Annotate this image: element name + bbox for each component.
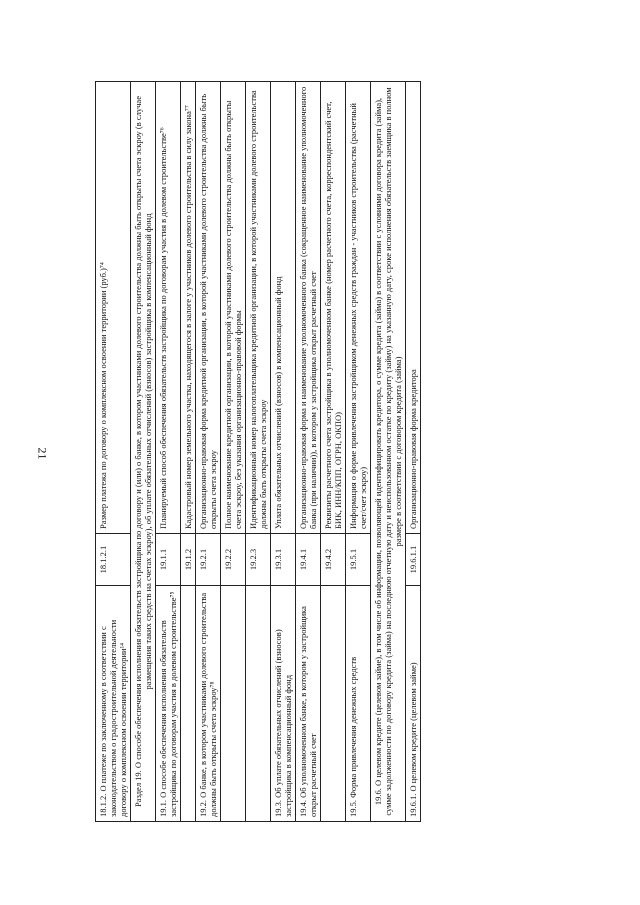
row-label: 19.3. Об уплате обязательных отчислений (взносов) застройщика в компенсационный фонд bbox=[271, 586, 296, 822]
row-description: Организационно-правовая форма кредитной организации, в которой участниками долевого строительства должны быть открыты счета эскроу bbox=[196, 82, 221, 534]
table-row bbox=[156, 82, 181, 822]
rotated-page bbox=[95, 82, 545, 822]
row-number: 19.4.1 bbox=[296, 534, 321, 586]
section-heading: 19.6. О целевом кредите (целевом займе), в том числе об информации, позволяющей идентифицировать кредитора, о сумме кредита (займа) в соответствии с условиями договора кредита (займа), сумме задолженности по договору кредита (займа) на последнюю отчетную дату и неиспользованном остатке по кредиту (займу) на указанную дату, сроке исполнения обязательств заемщика в полном размере в соответствии с договором кредита (займа) bbox=[371, 82, 406, 822]
row-label: 19.6.1. О целевом кредите (целевом займе) bbox=[406, 586, 421, 822]
row-label bbox=[321, 586, 346, 822]
row-description: Организационно-правовая форма и наименование уполномоченного банка (сокращенное наименование уполномоченного банка (при наличии)), в котором у застройщика открыт расчетный счет bbox=[296, 82, 321, 534]
row-description: Идентификационный номер налогоплательщика кредитной организации, в которой участниками долевого строительства должны быть открыты счета эскроу bbox=[246, 82, 271, 534]
row-number: 19.1.1 bbox=[156, 534, 181, 586]
row-number: 19.2.3 bbox=[246, 534, 271, 586]
row-description: Размер платежа по договору о комплексном освоении территории (руб.)⁷⁴ bbox=[96, 82, 131, 534]
table-row bbox=[406, 82, 421, 822]
row-label: 19.4. Об уполномоченном банке, в котором у застройщика открыт расчетный счет bbox=[296, 586, 321, 822]
row-number: 19.2.2 bbox=[221, 534, 246, 586]
row-number: 18.1.2.1 bbox=[96, 534, 131, 586]
table-row bbox=[346, 82, 371, 822]
row-description: Информация о форме привлечения застройщиком денежных средств граждан - участников строительства (расчетный счет/счет эскроу) bbox=[346, 82, 371, 534]
page-number: 21 bbox=[35, 447, 50, 460]
table-row bbox=[221, 82, 246, 822]
row-number: 19.3.1 bbox=[271, 534, 296, 586]
disclosure-table bbox=[95, 81, 421, 822]
section-heading: Раздел 19. О способе обеспечения исполнения обязательств застройщика по договору и (или) о банке, в котором участниками долевого строительства должны быть открыты счета эскроу (в случае размещения таких средств на счетах эскроу), об уплате обязательных отчислений (взносов) застройщика в компенсационный фонд bbox=[131, 82, 156, 822]
row-number: 19.1.2 bbox=[181, 534, 196, 586]
section-row bbox=[371, 82, 406, 822]
table-row bbox=[296, 82, 321, 822]
row-description: Реквизиты расчетного счета застройщика в уполномоченном банке (номер расчетного счета, корреспондентский счет, БИК, ИНН/КПП, ОГРН, ОКПО) bbox=[321, 82, 346, 534]
row-label: 18.1.2. О платеже по заключенному в соответствии с законодательством о градостроительной деятельности договору о комплексном освоении территории¹⁴ bbox=[96, 586, 131, 822]
row-description: Планируемый способ обеспечения обязательств застройщика по договорам участия в долевом строительстве⁷⁶ bbox=[156, 82, 181, 534]
row-number: 19.5.1 bbox=[346, 534, 371, 586]
row-number: 19.6.1.1 bbox=[406, 534, 421, 586]
section-row bbox=[131, 82, 156, 822]
table-row bbox=[321, 82, 346, 822]
row-description: Кадастровый номер земельного участка, находящегося в залоге у участников долевого строительства в силу закона⁷⁷ bbox=[181, 82, 196, 534]
row-description: Организационно-правовая форма кредитора bbox=[406, 82, 421, 534]
row-label: 19.1. О способе обеспечения исполнения обязательств застройщика по договорам участия в долевом строительстве⁷⁵ bbox=[156, 586, 181, 822]
row-number: 19.4.2 bbox=[321, 534, 346, 586]
table-row bbox=[96, 82, 131, 822]
table-row bbox=[246, 82, 271, 822]
row-label bbox=[246, 586, 271, 822]
row-label bbox=[221, 586, 246, 822]
row-description: Полное наименование кредитной организации, в которой участниками долевого строительства должны быть открыты счета эскроу, без указания организационно-правовой формы bbox=[221, 82, 246, 534]
row-label bbox=[181, 586, 196, 822]
table-row bbox=[196, 82, 221, 822]
row-label: 19.5. Форма привлечения денежных средств bbox=[346, 586, 371, 822]
row-description: Уплата обязательных отчислений (взносов) в компенсационный фонд bbox=[271, 82, 296, 534]
row-label: 19.2. О банке, в котором участниками долевого строительства должны быть открыты счета эскроу⁷⁸ bbox=[196, 586, 221, 822]
row-number: 19.2.1 bbox=[196, 534, 221, 586]
table-row bbox=[271, 82, 296, 822]
table-row bbox=[181, 82, 196, 822]
